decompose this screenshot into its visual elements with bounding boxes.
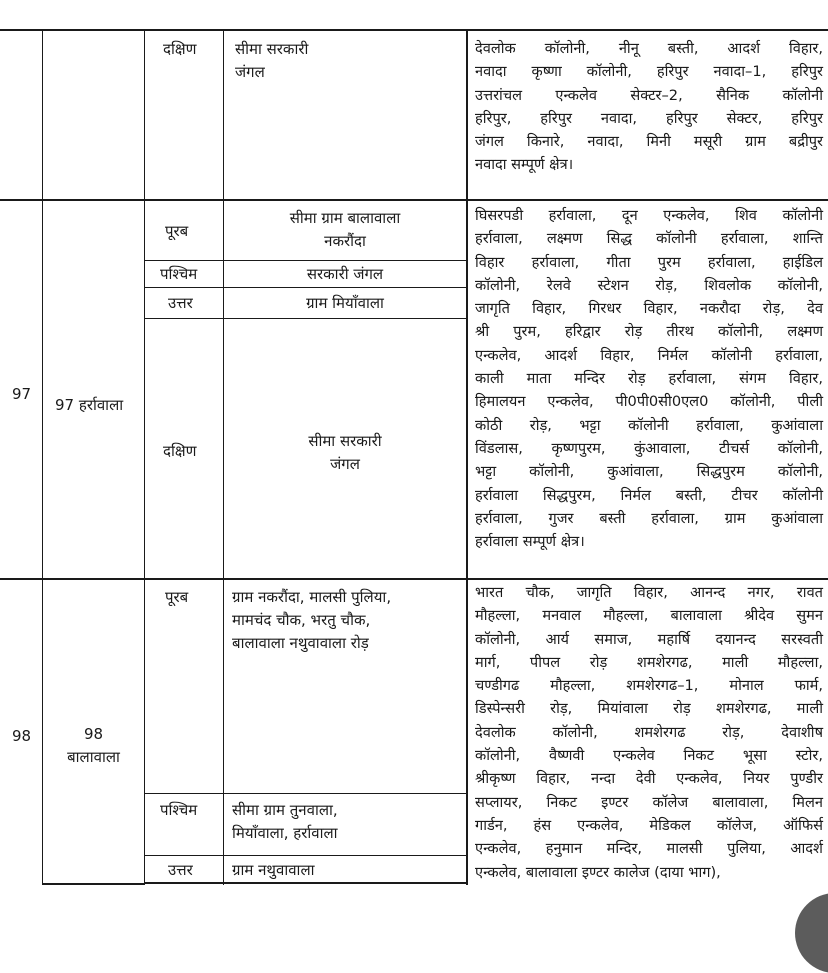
area-line: नवादा कृष्णा कॉलोनी, हरिपुर नवादा–1, हरिपुर [475, 63, 823, 81]
area-line: श्री पुरम, हरिद्वार रोड़ तीरथ कॉलोनी, लक्ष्मण [475, 323, 823, 341]
area-line: भट्टा कॉलोनी, कुआंवाला, सिद्धपुरम कॉलोनी, [475, 463, 823, 481]
ward-name: 98 [83, 725, 104, 743]
table-bottom-border [42, 883, 145, 885]
boundary-line: जंगल [330, 455, 360, 473]
boundary-line: ग्राम नकरौंदा, मालसी पुलिया, [232, 588, 392, 606]
area-line: हिमालयन एन्कलेव, पी0पी0सी0एल0 कॉलोनी, पीली [475, 393, 823, 411]
serial-number: 97 [12, 385, 32, 403]
boundary-line: जंगल [235, 63, 265, 81]
area-line: गार्डन, हंस एन्कलेव, मेडिकल कॉलेज, ऑफिर्स [475, 816, 823, 834]
col-rule-boundary [466, 30, 468, 885]
area-line: जंगल किनारे, नवादा, मिनी मसूरी ग्राम बद्रीपुर [475, 133, 823, 151]
area-line: भारत चौक, जागृति विहार, आनन्द नगर, रावत [475, 584, 823, 601]
area-line: जागृति विहार, गिरधर विहार, नकरौदा रोड़, देव [475, 300, 823, 318]
area-line: सप्लायर, निकट इण्टर कॉलेज बालावाला, मिलन [475, 793, 823, 811]
area-line: मार्ग, पीपल रोड़ शमशेरगढ, माली मौहल्ला, [475, 653, 823, 671]
area-line: देवलोक कॉलोनी, शमशेरगढ रोड़, देवाशीष [475, 723, 823, 741]
area-line: मौहल्ला, मनवाल मौहल्ला, बालावाला श्रीदेव सुमन [475, 607, 823, 625]
boundary-line: मियाँवाला, हर्रावाला [232, 824, 338, 842]
direction-cell: दक्षिण [163, 40, 197, 58]
boundary-line: सीमा ग्राम तुनवाला, [232, 801, 338, 819]
direction-cell: उत्तर [168, 294, 193, 312]
ward-name: बालावाला [67, 748, 120, 766]
subrow-divider [144, 287, 467, 288]
area-line: एन्कलेव, आदर्श विहार, निर्मल कॉलोनी हर्रावाला, [475, 346, 823, 364]
direction-cell: उत्तर [168, 861, 193, 879]
boundary-line: नकरौंदा [324, 232, 366, 250]
area-line: हर्रावाला सिद्धपुरम, निर्मल बस्ती, टीचर कॉलोनी [475, 486, 823, 504]
areas-cell [475, 204, 823, 553]
subrow-divider [144, 260, 467, 261]
areas-cell [475, 581, 823, 884]
direction-cell: दक्षिण [163, 442, 197, 460]
boundary-line: बालावाला नथुवावाला रोड़ [232, 634, 369, 652]
boundary-line: मामचंद चौक, भरतु चौक, [232, 611, 371, 629]
subrow-divider [144, 855, 467, 856]
area-line: डिस्पेन्सरी रोड़, मियांवाला रोड़ शमशेरगढ, माली [475, 700, 823, 718]
boundary-line: ग्राम मियाँवाला [306, 294, 384, 312]
area-line: हर्रावाला सम्पूर्ण क्षेत्र। [475, 533, 585, 551]
area-line: हर्रावाला, लक्ष्मण सिद्ध कॉलोनी हर्रावाला, शान्ति [475, 230, 823, 248]
boundary-line: ग्राम नथुवावाला [232, 861, 315, 879]
boundary-line: सीमा सरकारी [308, 432, 382, 450]
area-line: घिसरपडी हर्रावाला, दून एन्कलेव, शिव कॉलोनी [475, 207, 823, 224]
area-line: कॉलोनी, रेलवे स्टेशन रोड़, शिवलोक कॉलोनी, [475, 276, 823, 294]
area-line: हर्रावाला, गुजर बस्ती हर्रावाला, ग्राम कुआंवाला [475, 509, 823, 527]
direction-cell: पूरब [165, 588, 189, 606]
area-line: श्रीकृष्ण विहार, नन्दा देवी एन्कलेव, नियर पुण्डीर [475, 770, 823, 788]
col-rule-ward [144, 30, 145, 885]
direction-cell: पूरब [165, 222, 189, 240]
table-top-border [0, 29, 828, 31]
area-line: उत्तरांचल एन्कलेव सेक्टर–2, सैनिक कॉलोनी [475, 86, 823, 104]
area-line: हरिपुर, हरिपुर नवादा, हरिपुर सेक्टर, हरिपुर [475, 109, 823, 127]
subrow-divider [144, 793, 467, 794]
area-line: कोठी रोड़, भट्टा कॉलोनी हर्रावाला, कुआंवाला [475, 416, 823, 434]
boundary-line: सीमा ग्राम बालावाला [289, 209, 401, 227]
serial-number: 98 [12, 727, 32, 745]
area-line: देवलोक कॉलोनी, नीनू बस्ती, आदर्श विहार, [475, 40, 823, 57]
boundary-line: सीमा सरकारी [235, 40, 309, 58]
area-line: चण्डीगढ मौहल्ला, शमशेरगढ–1, मोनाल फार्म, [475, 677, 823, 695]
subrow-divider [144, 318, 467, 319]
area-line: एन्कलेव, हनुमान मन्दिर, मालसी पुलिया, आदर्श [475, 840, 823, 858]
row-divider-97-98 [0, 578, 828, 580]
areas-cell [475, 37, 823, 177]
table-bottom-border-right [145, 882, 467, 884]
area-line: एन्कलेव, बालावाला इण्टर कालेज (दाया भाग), [475, 863, 721, 881]
page-corner-shadow [795, 893, 828, 973]
row-divider-96-97 [0, 199, 828, 201]
direction-cell: पश्चिम [160, 801, 198, 819]
area-line: विहार हर्रावाला, गीता पुरम हर्रावाला, हाईडिल [475, 253, 823, 271]
area-line: विंडलास, कृष्णपुरम, कुंआवाला, टीचर्स कॉलोनी, [475, 439, 823, 457]
ward-name: 97 हर्रावाला [55, 396, 124, 414]
area-line: नवादा सम्पूर्ण क्षेत्र। [475, 156, 574, 174]
area-line: काली माता मन्दिर रोड़ हर्रावाला, संगम विहार, [475, 370, 823, 388]
direction-cell: पश्चिम [160, 265, 198, 283]
area-line: कॉलोनी, आर्य समाज, महार्षि दयानन्द सरस्वती [475, 630, 823, 648]
boundary-line: सरकारी जंगल [306, 265, 384, 283]
area-line: कॉलोनी, वैष्णवी एन्कलेव निकट भूसा स्टोर, [475, 747, 823, 765]
